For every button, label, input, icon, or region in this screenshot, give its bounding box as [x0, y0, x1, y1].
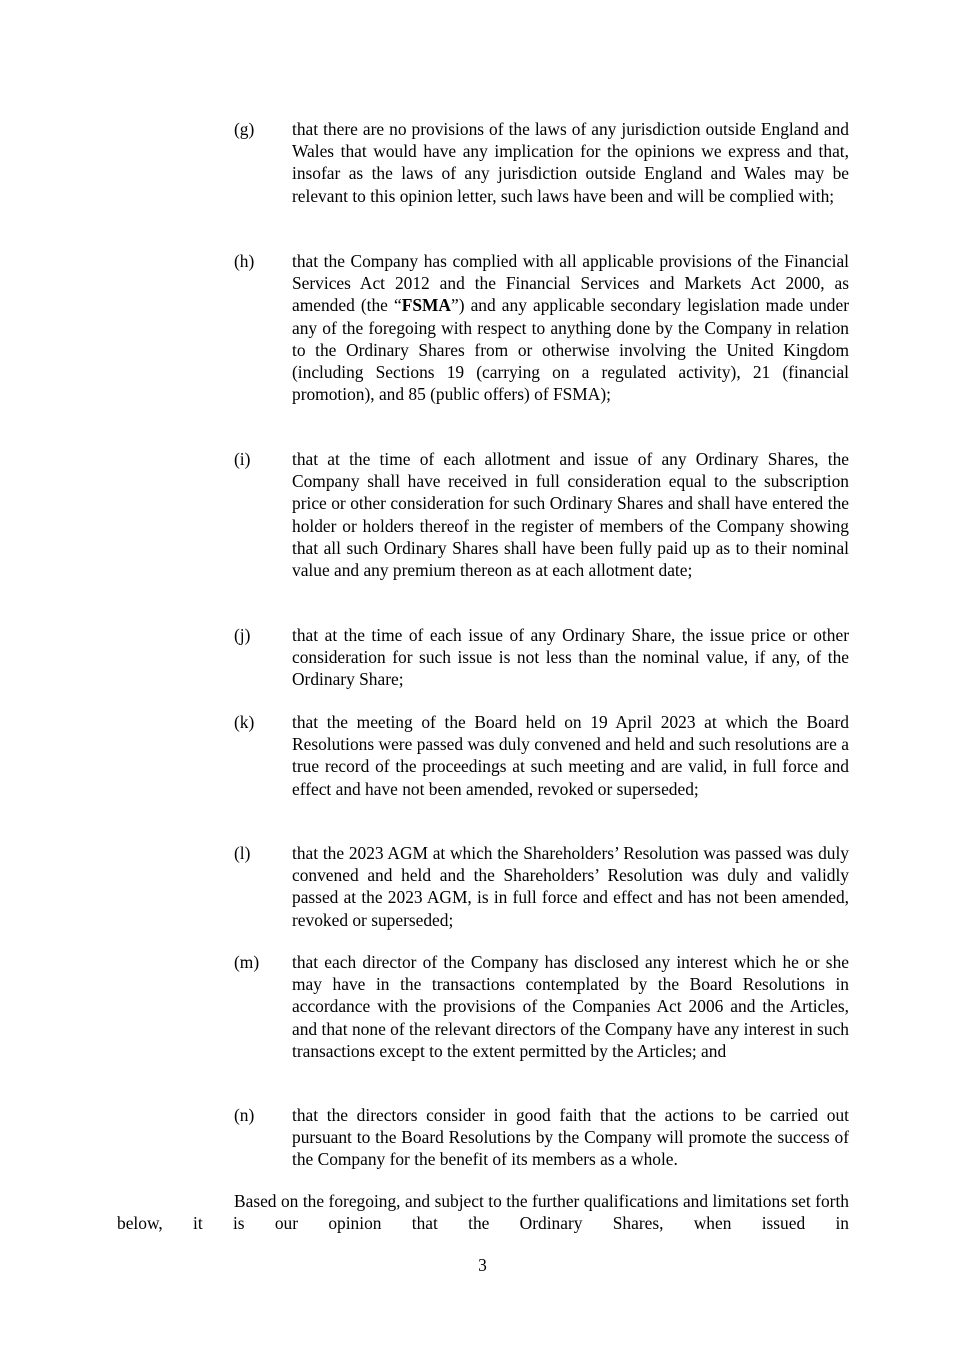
list-item-l	[234, 842, 849, 931]
list-item-n	[234, 1104, 849, 1171]
item-text: that there are no provisions of the laws of any jurisdiction outside England and Wales that would have any implication for the opinions we express and that, insofar as the laws of any jurisdiction outside England and Wales may be relevant to this opinion letter, such laws have been and will be complied with;	[292, 119, 849, 206]
list-item-j	[234, 624, 849, 691]
item-label: (i)	[234, 449, 251, 469]
item-label: (m)	[234, 952, 260, 972]
item-label: (j)	[234, 625, 251, 645]
page-number: 3	[478, 1255, 487, 1275]
list-item-k	[234, 711, 849, 800]
list-item-i	[234, 448, 849, 581]
closing-paragraph: Based on the foregoing, and subject to the further qualifications and limitations set forth below, it is our opinion that the Ordinary Shares, when issued in	[117, 1191, 849, 1234]
item-text: that the 2023 AGM at which the Shareholders’ Resolution was passed was duly convened and held and the Shareholders’ Resolution was duly and validly passed at the 2023 AGM, is in full force and effect and has not been amended, revoked or superseded;	[292, 843, 849, 930]
item-text-before: that the Company has complied with all applicable provisions of the Financial Services Act 2012 and the Financial Services and Markets Act 2000, as amended (the “	[292, 251, 849, 316]
defined-term-fsma: FSMA	[401, 295, 451, 316]
item-label: (h)	[234, 251, 255, 271]
item-text: that each director of the Company has disclosed any interest which he or she may have in the transactions contemplated by the Board Resolutions in accordance with the provisions of the Companies Act 2006 and the Articles, and that none of the relevant directors of the Company have any interest in such transactions except to the extent permitted by the Articles; and	[292, 952, 849, 1061]
list-item-g	[234, 118, 849, 207]
item-label: (k)	[234, 712, 255, 732]
item-text: that the directors consider in good faith that the actions to be carried out pursuant to the Board Resolutions by the Company will promote the success of the Company for the benefit of its members as a whole.	[292, 1105, 849, 1170]
list-item-h	[234, 250, 849, 405]
item-text: that at the time of each allotment and issue of any Ordinary Shares, the Company shall have received in full consideration equal to the subscription price or other consideration for such Ordinary Shares and shall have entered the holder or holders thereof in the register of members of the Company showing that all such Ordinary Shares shall have been fully paid up as to their nominal value and any premium thereon as at each allotment date;	[292, 449, 849, 581]
list-item-m	[234, 951, 849, 1062]
item-label: (g)	[234, 119, 255, 139]
item-text-after: ”) and any applicable secondary legislation made under any of the foregoing with respect to anything done by the Company in relation to the Ordinary Shares from or otherwise involving the United Kingdom (including Sections 19 (carrying on a regulated activity), 21 (financial promotion), and 85 (public offers) of FSMA);	[292, 295, 849, 405]
item-text: that the meeting of the Board held on 19 April 2023 at which the Board Resolutions were passed was duly convened and held and such resolutions are a true record of the proceedings at such meeting and are valid, in full force and effect and have not been amended, revoked or superseded;	[292, 712, 849, 799]
item-text	[292, 250, 849, 405]
item-label: (n)	[234, 1105, 255, 1125]
item-label: (l)	[234, 843, 251, 863]
item-text: that at the time of each issue of any Ordinary Share, the issue price or other consideration for such issue is not less than the nominal value, if any, of the Ordinary Share;	[292, 625, 849, 690]
